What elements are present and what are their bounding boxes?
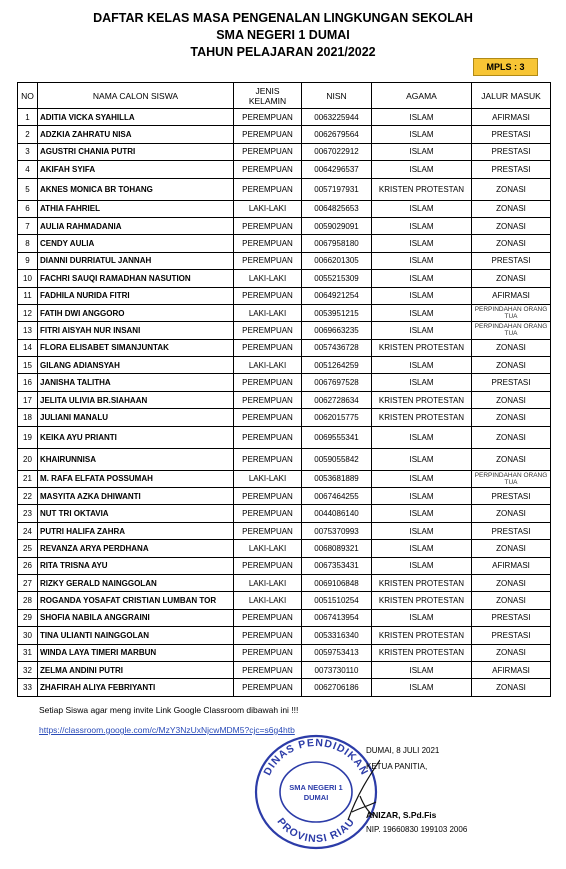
table-row <box>18 357 551 374</box>
cell-entry-path: ZONASI <box>472 217 551 234</box>
cell-no: 7 <box>18 217 38 234</box>
table-row <box>18 161 551 178</box>
cell-religion: ISLAM <box>372 200 472 217</box>
cell-no: 21 <box>18 470 38 487</box>
cell-no: 16 <box>18 374 38 391</box>
cell-gender: LAKI-LAKI <box>234 574 302 591</box>
cell-religion: ISLAM <box>372 374 472 391</box>
cell-religion: ISLAM <box>372 470 472 487</box>
cell-entry-path: ZONASI <box>472 592 551 609</box>
cell-nisn: 0068089321 <box>302 540 372 557</box>
cell-no: 1 <box>18 109 38 126</box>
cell-gender: PEREMPUAN <box>234 178 302 200</box>
cell-name: ADITIA VICKA SYAHILLA <box>38 109 234 126</box>
cell-no: 32 <box>18 661 38 678</box>
cell-religion: ISLAM <box>372 161 472 178</box>
cell-entry-path: AFIRMASI <box>472 557 551 574</box>
table-row <box>18 470 551 487</box>
cell-gender: PEREMPUAN <box>234 609 302 626</box>
cell-nisn: 0069663235 <box>302 322 372 339</box>
table-row <box>18 557 551 574</box>
cell-nisn: 0064825653 <box>302 200 372 217</box>
cell-name: RITA TRISNA AYU <box>38 557 234 574</box>
cell-religion: ISLAM <box>372 357 472 374</box>
table-row <box>18 339 551 356</box>
table-row <box>18 409 551 426</box>
cell-entry-path: PRESTASI <box>472 161 551 178</box>
cell-name: REVANZA ARYA PERDHANA <box>38 540 234 557</box>
school-name: SMA NEGERI 1 DUMAI <box>216 28 350 42</box>
cell-entry-path: AFIRMASI <box>472 287 551 304</box>
cell-gender: LAKI-LAKI <box>234 470 302 487</box>
cell-no: 3 <box>18 143 38 160</box>
cell-entry-path: ZONASI <box>472 505 551 522</box>
cell-no: 6 <box>18 200 38 217</box>
cell-no: 31 <box>18 644 38 661</box>
cell-name: ROGANDA YOSAFAT CRISTIAN LUMBAN TOR <box>38 592 234 609</box>
document-title: DAFTAR KELAS MASA PENGENALAN LINGKUNGAN SEKOLAH <box>93 11 473 25</box>
table-row <box>18 304 551 321</box>
cell-religion: ISLAM <box>372 143 472 160</box>
table-row <box>18 126 551 143</box>
table-row <box>18 540 551 557</box>
cell-gender: PEREMPUAN <box>234 217 302 234</box>
cell-nisn: 0059055842 <box>302 448 372 470</box>
cell-name: SHOFIA NABILA ANGGRAINI <box>38 609 234 626</box>
cell-no: 12 <box>18 304 38 321</box>
cell-religion: ISLAM <box>372 661 472 678</box>
cell-religion: ISLAM <box>372 426 472 448</box>
cell-religion: ISLAM <box>372 448 472 470</box>
cell-gender: LAKI-LAKI <box>234 592 302 609</box>
cell-name: WINDA LAYA TIMERI MARBUN <box>38 644 234 661</box>
cell-gender: PEREMPUAN <box>234 679 302 696</box>
cell-name: NUT TRI OKTAVIA <box>38 505 234 522</box>
cell-entry-path: ZONASI <box>472 679 551 696</box>
cell-no: 9 <box>18 252 38 269</box>
cell-name: FADHILA NURIDA FITRI <box>38 287 234 304</box>
cell-nisn: 0055215309 <box>302 270 372 287</box>
cell-gender: PEREMPUAN <box>234 644 302 661</box>
cell-religion: KRISTEN PROTESTAN <box>372 644 472 661</box>
cell-entry-path: ZONASI <box>472 391 551 408</box>
sign-place-date: DUMAI, 8 JULI 2021 <box>366 746 440 755</box>
cell-name: FACHRI SAUQI RAMADHAN NASUTION <box>38 270 234 287</box>
table-body <box>18 109 551 697</box>
cell-gender: PEREMPUAN <box>234 339 302 356</box>
cell-nisn: 0053316340 <box>302 627 372 644</box>
cell-name: FITRI AISYAH NUR INSANI <box>38 322 234 339</box>
cell-gender: PEREMPUAN <box>234 161 302 178</box>
academic-year: TAHUN PELAJARAN 2021/2022 <box>190 45 376 59</box>
table-row <box>18 143 551 160</box>
cell-no: 25 <box>18 540 38 557</box>
cell-nisn: 0067353431 <box>302 557 372 574</box>
cell-gender: PEREMPUAN <box>234 557 302 574</box>
cell-no: 14 <box>18 339 38 356</box>
cell-nisn: 0051264259 <box>302 357 372 374</box>
table-row <box>18 644 551 661</box>
stamp-center-line1: SMA NEGERI 1 <box>289 783 343 792</box>
cell-nisn: 0053951215 <box>302 304 372 321</box>
cell-religion: KRISTEN PROTESTAN <box>372 574 472 591</box>
cell-nisn: 0067464255 <box>302 488 372 505</box>
stamp-center-line2: DUMAI <box>303 793 329 802</box>
col-header-nisn: NISN <box>302 83 372 109</box>
cell-name: ADZKIA ZAHRATU NISA <box>38 126 234 143</box>
cell-gender: PEREMPUAN <box>234 661 302 678</box>
cell-no: 27 <box>18 574 38 591</box>
cell-religion: ISLAM <box>372 505 472 522</box>
cell-gender: PEREMPUAN <box>234 627 302 644</box>
cell-name: ZHAFIRAH ALIYA FEBRIYANTI <box>38 679 234 696</box>
cell-entry-path: PRESTASI <box>472 374 551 391</box>
cell-religion: ISLAM <box>372 287 472 304</box>
cell-name: FLORA ELISABET SIMANJUNTAK <box>38 339 234 356</box>
cell-no: 2 <box>18 126 38 143</box>
cell-nisn: 0067697528 <box>302 374 372 391</box>
col-header-name: NAMA CALON SISWA <box>38 83 234 109</box>
cell-nisn: 0051510254 <box>302 592 372 609</box>
table-row <box>18 322 551 339</box>
cell-religion: ISLAM <box>372 304 472 321</box>
cell-entry-path: ZONASI <box>472 540 551 557</box>
cell-no: 13 <box>18 322 38 339</box>
table-row <box>18 488 551 505</box>
table-row <box>18 679 551 696</box>
cell-nisn: 0057436728 <box>302 339 372 356</box>
cell-nisn: 0067958180 <box>302 235 372 252</box>
cell-no: 10 <box>18 270 38 287</box>
cell-entry-path: PRESTASI <box>472 488 551 505</box>
cell-entry-path: PRESTASI <box>472 609 551 626</box>
classroom-link[interactable]: https://classroom.google.com/c/MzY3NzUxNjcwMDM5?cjc=s6g4htb <box>39 725 295 735</box>
cell-gender: PEREMPUAN <box>234 322 302 339</box>
cell-gender: LAKI-LAKI <box>234 357 302 374</box>
cell-nisn: 0069555341 <box>302 426 372 448</box>
cell-entry-path: PRESTASI <box>472 143 551 160</box>
cell-nisn: 0064921254 <box>302 287 372 304</box>
cell-nisn: 0062728634 <box>302 391 372 408</box>
col-header-no: NO <box>18 83 38 109</box>
cell-nisn: 0062706186 <box>302 679 372 696</box>
cell-gender: LAKI-LAKI <box>234 540 302 557</box>
cell-name: KHAIRUNNISA <box>38 448 234 470</box>
table-row <box>18 426 551 448</box>
cell-no: 19 <box>18 426 38 448</box>
cell-religion: ISLAM <box>372 217 472 234</box>
cell-religion: KRISTEN PROTESTAN <box>372 391 472 408</box>
cell-religion: ISLAM <box>372 488 472 505</box>
cell-gender: PEREMPUAN <box>234 235 302 252</box>
cell-nisn: 0059029091 <box>302 217 372 234</box>
cell-no: 23 <box>18 505 38 522</box>
classroom-instruction: Setiap Siswa agar meng invite Link Google Classroom dibawah ini !!! <box>39 705 299 715</box>
cell-entry-path: ZONASI <box>472 426 551 448</box>
cell-gender: PEREMPUAN <box>234 126 302 143</box>
cell-entry-path: ZONASI <box>472 178 551 200</box>
col-header-religion: AGAMA <box>372 83 472 109</box>
cell-religion: KRISTEN PROTESTAN <box>372 409 472 426</box>
stamp-bottom-text: PROVINSI RIAU <box>274 815 358 846</box>
table-row <box>18 592 551 609</box>
cell-entry-path: ZONASI <box>472 644 551 661</box>
cell-religion: ISLAM <box>372 557 472 574</box>
cell-gender: PEREMPUAN <box>234 522 302 539</box>
table-row <box>18 448 551 470</box>
cell-name: TINA ULIANTI NAINGGOLAN <box>38 627 234 644</box>
cell-religion: ISLAM <box>372 609 472 626</box>
signer-nip: NIP. 19660830 199103 2006 <box>366 825 468 834</box>
col-header-gender: JENIS KELAMIN <box>234 83 302 109</box>
table-row <box>18 252 551 269</box>
cell-no: 33 <box>18 679 38 696</box>
cell-entry-path: ZONASI <box>472 448 551 470</box>
cell-name: DIANNI DURRIATUL JANNAH <box>38 252 234 269</box>
cell-gender: PEREMPUAN <box>234 505 302 522</box>
table-row <box>18 109 551 126</box>
cell-no: 11 <box>18 287 38 304</box>
cell-name: PUTRI HALIFA ZAHRA <box>38 522 234 539</box>
table-row <box>18 374 551 391</box>
cell-no: 8 <box>18 235 38 252</box>
table-header-row <box>18 83 551 109</box>
cell-no: 4 <box>18 161 38 178</box>
cell-religion: ISLAM <box>372 540 472 557</box>
cell-religion: ISLAM <box>372 522 472 539</box>
cell-entry-path: AFIRMASI <box>472 109 551 126</box>
cell-entry-path: ZONASI <box>472 200 551 217</box>
cell-name: GILANG ADIANSYAH <box>38 357 234 374</box>
svg-text:DINAS PENDIDIKAN <box>261 737 370 778</box>
cell-name: RIZKY GERALD NAINGGOLAN <box>38 574 234 591</box>
cell-no: 20 <box>18 448 38 470</box>
table-row <box>18 200 551 217</box>
cell-gender: PEREMPUAN <box>234 448 302 470</box>
cell-name: AGUSTRI CHANIA PUTRI <box>38 143 234 160</box>
cell-nisn: 0069106848 <box>302 574 372 591</box>
cell-name: JANISHA TALITHA <box>38 374 234 391</box>
cell-gender: PEREMPUAN <box>234 409 302 426</box>
table-row <box>18 505 551 522</box>
cell-religion: ISLAM <box>372 126 472 143</box>
cell-nisn: 0059753413 <box>302 644 372 661</box>
cell-entry-path: PRESTASI <box>472 522 551 539</box>
cell-nisn: 0064296537 <box>302 161 372 178</box>
sign-role: KETUA PANITIA, <box>366 762 428 771</box>
cell-nisn: 0062679564 <box>302 126 372 143</box>
cell-entry-path: PERPINDAHAN ORANG TUA <box>472 470 551 487</box>
cell-no: 17 <box>18 391 38 408</box>
cell-nisn: 0067022912 <box>302 143 372 160</box>
stamp-top-text: DINAS PENDIDIKAN <box>261 736 371 778</box>
cell-nisn: 0063225944 <box>302 109 372 126</box>
cell-gender: PEREMPUAN <box>234 287 302 304</box>
cell-entry-path: AFIRMASI <box>472 661 551 678</box>
cell-entry-path: ZONASI <box>472 357 551 374</box>
cell-gender: PEREMPUAN <box>234 374 302 391</box>
cell-name: KEIKA AYU PRIANTI <box>38 426 234 448</box>
cell-gender: LAKI-LAKI <box>234 270 302 287</box>
cell-no: 29 <box>18 609 38 626</box>
cell-name: AKNES MONICA BR TOHANG <box>38 178 234 200</box>
school-stamp <box>252 732 380 850</box>
cell-nisn: 0057197931 <box>302 178 372 200</box>
cell-no: 22 <box>18 488 38 505</box>
cell-nisn: 0062015775 <box>302 409 372 426</box>
cell-no: 15 <box>18 357 38 374</box>
table-row <box>18 217 551 234</box>
cell-religion: KRISTEN PROTESTAN <box>372 339 472 356</box>
signer-name: ANIZAR, S.Pd.Fis <box>366 810 437 820</box>
cell-religion: KRISTEN PROTESTAN <box>372 627 472 644</box>
cell-name: CENDY AULIA <box>38 235 234 252</box>
cell-religion: ISLAM <box>372 252 472 269</box>
table-row <box>18 270 551 287</box>
cell-name: FATIH DWI ANGGORO <box>38 304 234 321</box>
cell-entry-path: ZONASI <box>472 235 551 252</box>
cell-nisn: 0053681889 <box>302 470 372 487</box>
cell-gender: PEREMPUAN <box>234 488 302 505</box>
cell-name: AULIA RAHMADANIA <box>38 217 234 234</box>
cell-entry-path: ZONASI <box>472 339 551 356</box>
cell-name: MASYITA AZKA DHIWANTI <box>38 488 234 505</box>
cell-nisn: 0073730110 <box>302 661 372 678</box>
cell-entry-path: PRESTASI <box>472 627 551 644</box>
cell-entry-path: ZONASI <box>472 270 551 287</box>
table-row <box>18 178 551 200</box>
cell-entry-path: ZONASI <box>472 409 551 426</box>
cell-nisn: 0044086140 <box>302 505 372 522</box>
cell-name: JELITA ULIVIA BR.SIAHAAN <box>38 391 234 408</box>
cell-no: 30 <box>18 627 38 644</box>
table-row <box>18 287 551 304</box>
cell-religion: KRISTEN PROTESTAN <box>372 178 472 200</box>
cell-gender: PEREMPUAN <box>234 252 302 269</box>
cell-name: AKIFAH SYIFA <box>38 161 234 178</box>
cell-entry-path: PRESTASI <box>472 252 551 269</box>
cell-no: 28 <box>18 592 38 609</box>
cell-nisn: 0067413954 <box>302 609 372 626</box>
cell-entry-path: PERPINDAHAN ORANG TUA <box>472 304 551 321</box>
cell-gender: PEREMPUAN <box>234 143 302 160</box>
cell-entry-path: ZONASI <box>472 574 551 591</box>
cell-religion: KRISTEN PROTESTAN <box>372 592 472 609</box>
cell-name: M. RAFA ELFATA POSSUMAH <box>38 470 234 487</box>
cell-gender: LAKI-LAKI <box>234 304 302 321</box>
cell-name: ATHIA FAHRIEL <box>38 200 234 217</box>
cell-no: 18 <box>18 409 38 426</box>
cell-entry-path: PRESTASI <box>472 126 551 143</box>
cell-religion: ISLAM <box>372 235 472 252</box>
table-row <box>18 235 551 252</box>
table-row <box>18 661 551 678</box>
cell-gender: LAKI-LAKI <box>234 200 302 217</box>
cell-no: 5 <box>18 178 38 200</box>
cell-gender: PEREMPUAN <box>234 391 302 408</box>
table-row <box>18 574 551 591</box>
cell-gender: PEREMPUAN <box>234 426 302 448</box>
cell-religion: ISLAM <box>372 270 472 287</box>
table-row <box>18 609 551 626</box>
cell-religion: ISLAM <box>372 322 472 339</box>
cell-name: ZELMA ANDINI PUTRI <box>38 661 234 678</box>
student-table <box>17 82 551 697</box>
table-row <box>18 627 551 644</box>
cell-name: JULIANI MANALU <box>38 409 234 426</box>
col-header-entry-path: JALUR MASUK <box>472 83 551 109</box>
mpls-class-badge: MPLS : 3 <box>473 58 538 76</box>
cell-nisn: 0066201305 <box>302 252 372 269</box>
cell-nisn: 0075370993 <box>302 522 372 539</box>
cell-religion: ISLAM <box>372 109 472 126</box>
cell-no: 24 <box>18 522 38 539</box>
table-row <box>18 522 551 539</box>
cell-entry-path: PERPINDAHAN ORANG TUA <box>472 322 551 339</box>
table-row <box>18 391 551 408</box>
cell-religion: ISLAM <box>372 679 472 696</box>
cell-gender: PEREMPUAN <box>234 109 302 126</box>
cell-no: 26 <box>18 557 38 574</box>
